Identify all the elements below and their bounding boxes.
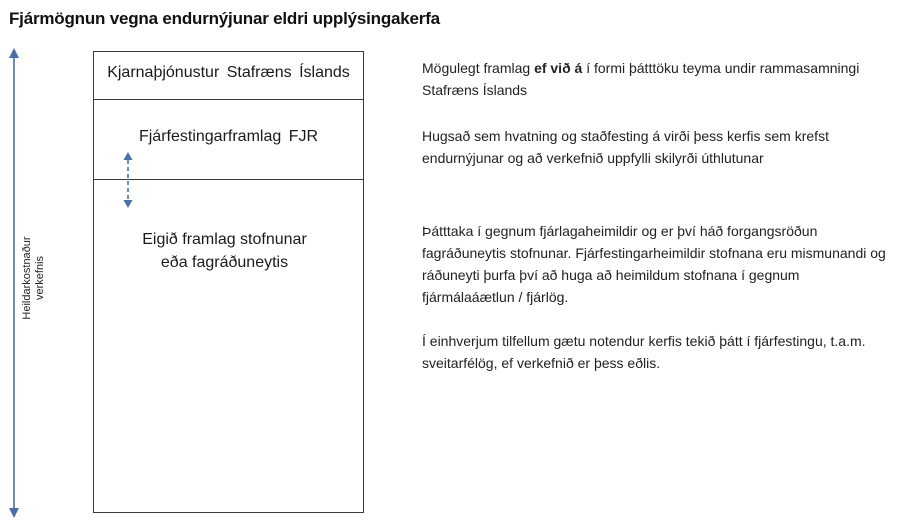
investment-contribution-description: Hugsað sem hvatning og staðfesting á virði þess kerfis sem krefst endurnýjunar og að verkefnið uppfylli skilyrði úthlutunar — [422, 128, 829, 166]
core-services-label: Kjarnaþjónustur Stafræns Íslands — [107, 64, 350, 81]
page-title: Fjármögnun vegna endurnýjunar eldri upplýsingakerfa — [9, 9, 440, 28]
funding-stack-box — [93, 51, 364, 513]
own-contribution-label — [90, 228, 359, 274]
users-participation-description: Í einhverjum tilfellum gætu notendur kerfis tekið þátt í fjárfestingu, t.a.m. sveitarfélög, ef verkefnið er þess eðlis. — [422, 333, 866, 371]
core-desc-after: í formi þátttöku teyma undir rammasamningi Stafræns Íslands — [422, 60, 860, 98]
total-cost-label-line1: Heildarkostnaður — [21, 236, 33, 320]
core-desc-bold: ef við á — [534, 60, 583, 76]
own-contribution-description: Þátttaka í gegnum fjárlagaheimildir og er því háð forgangsröðun fagráðuneytis stofnunar. Fjárfestingarheimildir stofnana eru mismunandi og ráðuneyti þurfa því að huga að heimildum stofnana í gegnum fjármálaáætlun / fjárlög. — [422, 223, 886, 305]
dashed-double-arrow-icon — [122, 152, 134, 208]
total-cost-label-line2: verkefnis — [34, 255, 46, 301]
own-contribution-line1: Eigið framlag stofnunar — [142, 231, 307, 248]
core-desc-before: Mögulegt framlag — [422, 60, 535, 76]
divider-core-fjr — [94, 99, 363, 100]
total-cost-label — [21, 198, 47, 358]
divider-fjr-own — [94, 179, 363, 180]
own-contribution-line2: eða fagráðuneytis — [160, 254, 289, 271]
core-services-description — [422, 57, 892, 101]
investment-contribution-label: Fjárfestingarframlag FJR — [138, 128, 319, 145]
